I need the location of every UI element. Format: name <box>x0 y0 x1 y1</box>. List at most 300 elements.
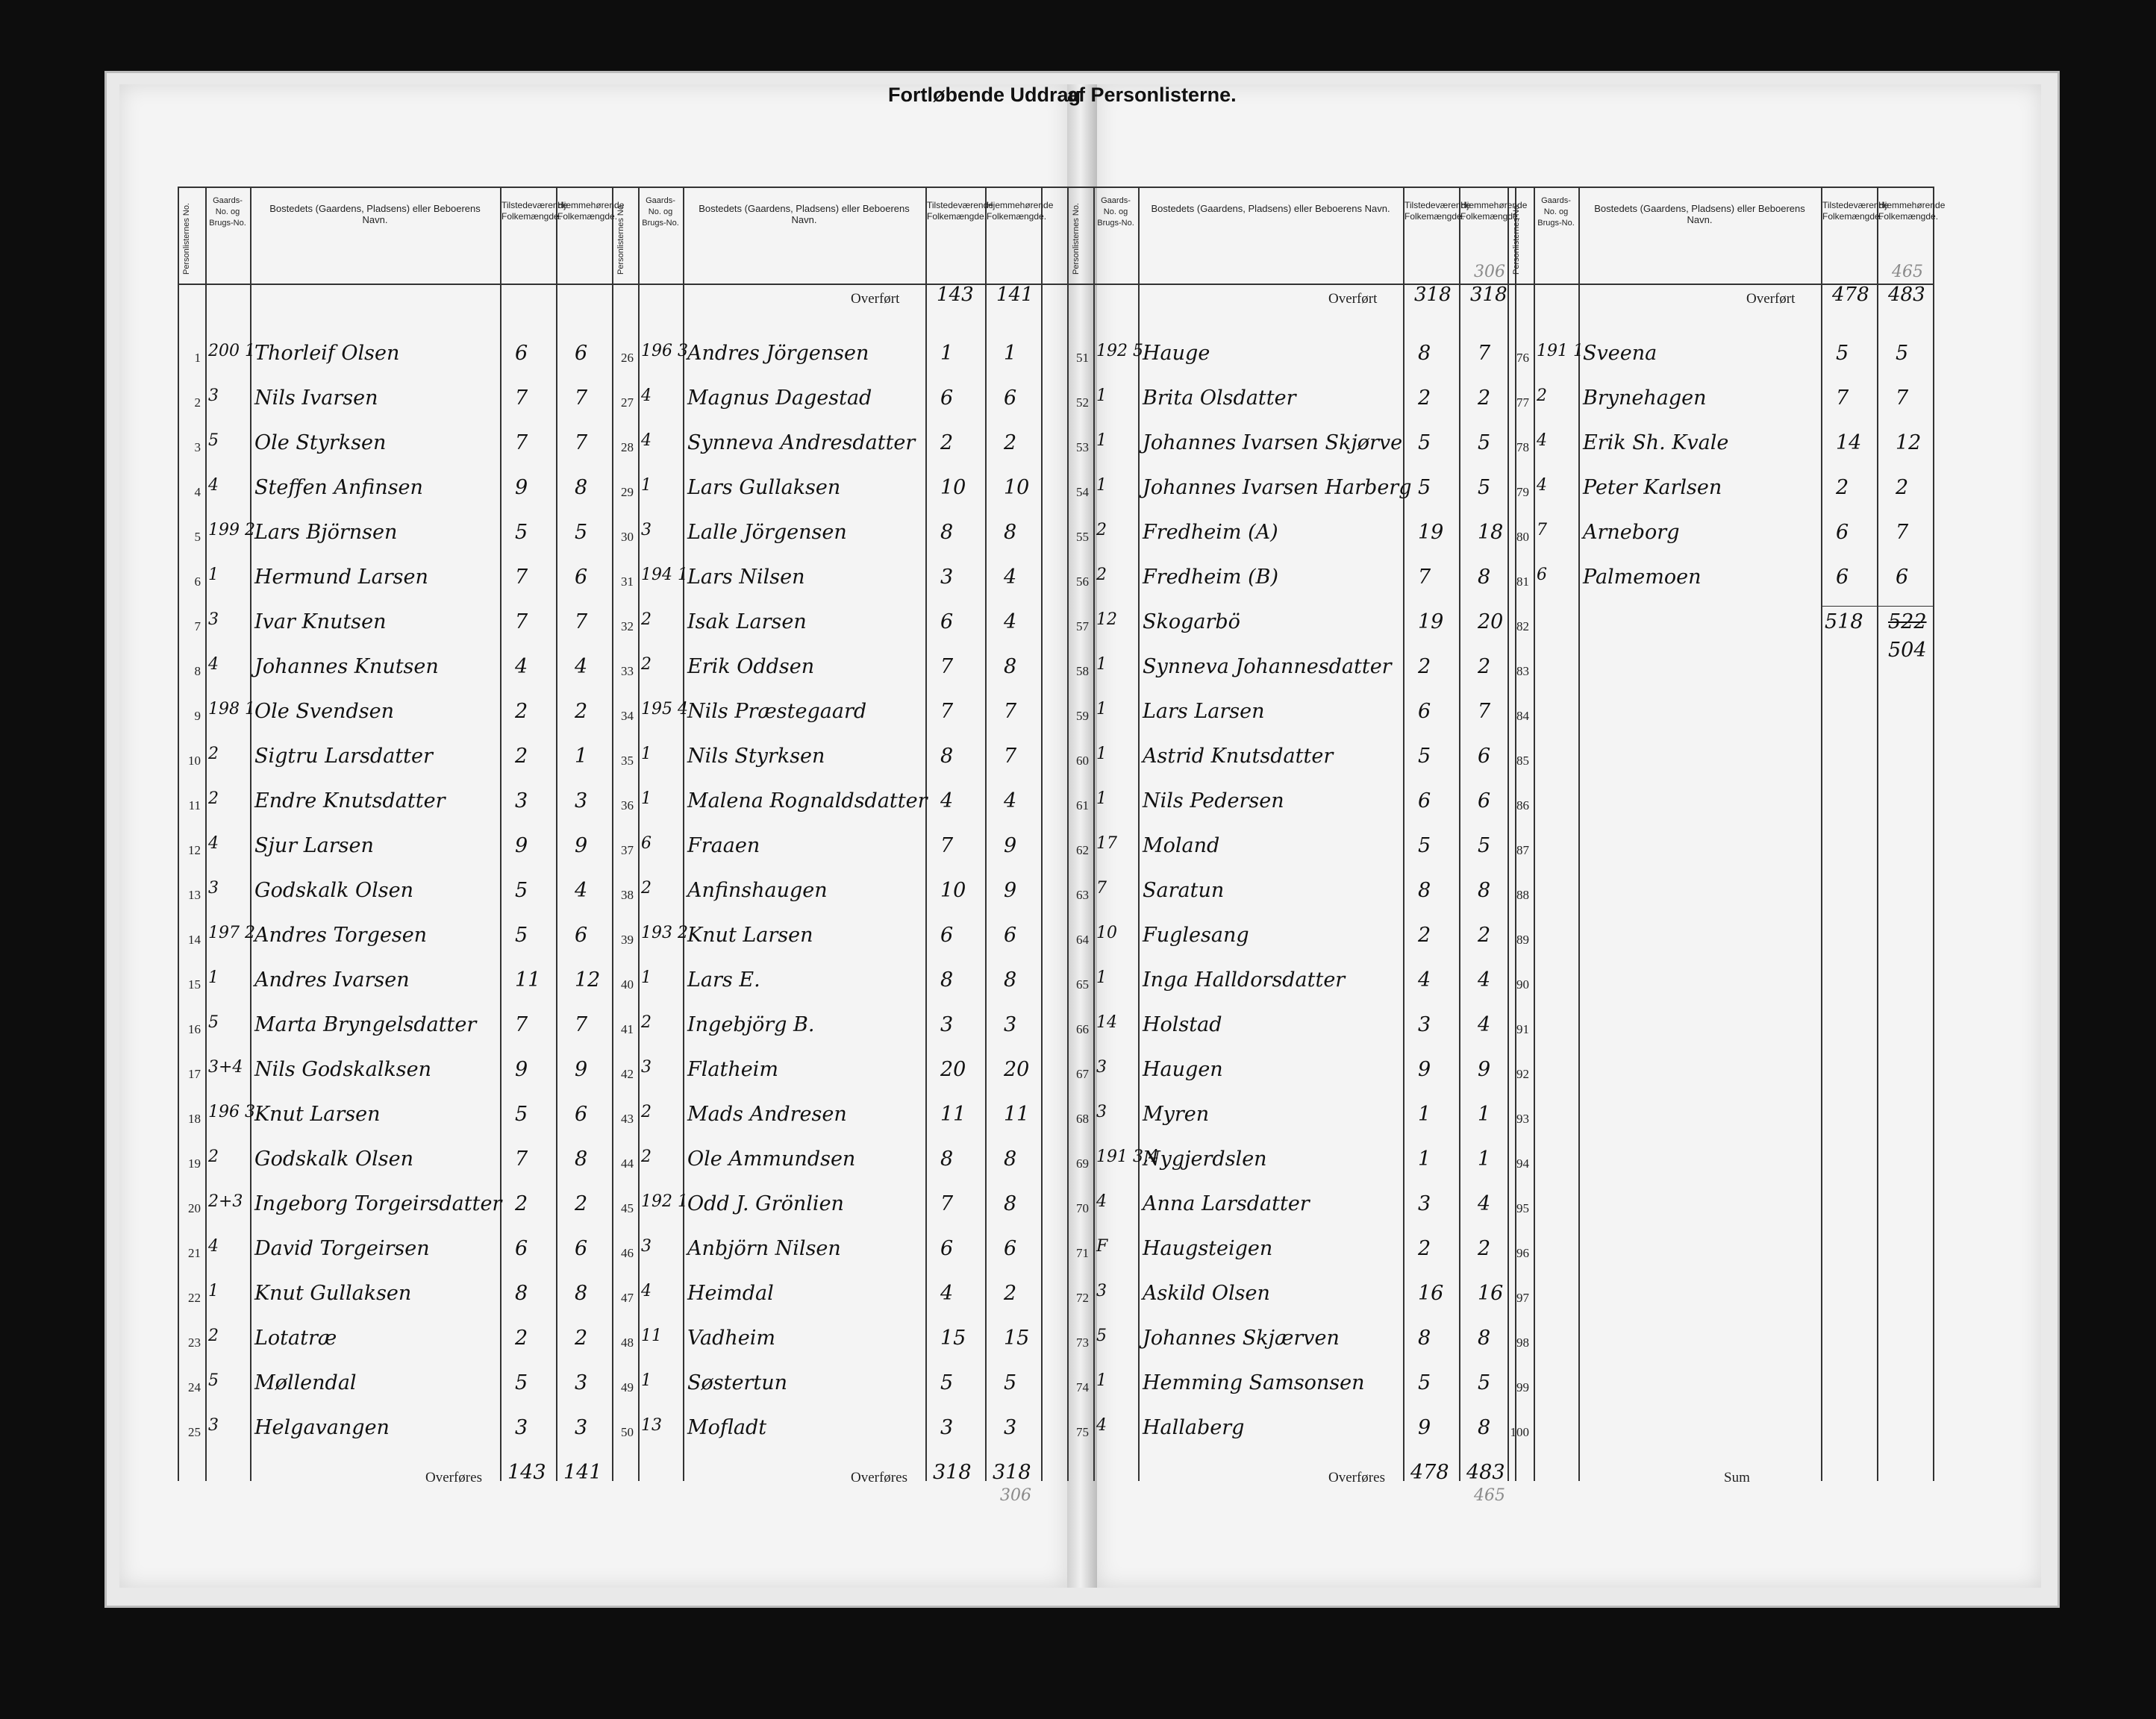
row-number: 57 <box>1076 619 1089 633</box>
row-number: 73 <box>1076 1336 1089 1350</box>
present-count: 8 <box>940 745 954 768</box>
row-number: 85 <box>1516 754 1529 768</box>
total-resident: 522 <box>1888 610 1927 633</box>
row-number: 65 <box>1076 977 1089 992</box>
gaards-no: 4 <box>641 386 652 405</box>
row-number: 23 <box>188 1336 201 1350</box>
gaards-no: 5 <box>208 1013 219 1032</box>
row-number: 41 <box>621 1022 634 1036</box>
resident-name: Erik Sh. Kvale <box>1583 431 1729 454</box>
gaards-no: 1 <box>1096 386 1107 405</box>
resident-name: Johannes Ivarsen Skjørve <box>1143 431 1403 454</box>
gaards-no: 6 <box>1537 566 1547 584</box>
present-count: 2 <box>515 745 528 768</box>
header-gaards-no: Gaards-No. og Brugs-No. <box>1537 196 1575 228</box>
resident-name: Andres Ivarsen <box>254 968 410 992</box>
resident-name: Myren <box>1143 1103 1210 1126</box>
resident-name: Knut Larsen <box>687 924 813 947</box>
right-page <box>1097 84 2041 1588</box>
resident-count: 2 <box>1896 476 1909 499</box>
gaards-no: 4 <box>208 655 219 674</box>
resident-count: 2 <box>1478 655 1491 678</box>
row-number: 86 <box>1516 798 1529 812</box>
gaards-no: 1 <box>641 968 652 987</box>
resident-count: 8 <box>1004 1192 1017 1215</box>
resident-count: 7 <box>575 1013 588 1036</box>
table-top-rule <box>178 187 1933 188</box>
resident-count: 5 <box>1478 834 1491 857</box>
row-number: 39 <box>621 933 634 947</box>
row-number: 7 <box>194 619 201 633</box>
gaards-no: 2+3 <box>208 1192 243 1211</box>
present-count: 14 <box>1836 431 1862 454</box>
present-count: 7 <box>515 566 528 589</box>
row-number: 32 <box>621 619 634 633</box>
resident-name: Andres Torgesen <box>254 924 428 947</box>
column-rule <box>1877 187 1878 1481</box>
gaards-no: 2 <box>208 1147 219 1166</box>
row-number: 51 <box>1076 351 1089 365</box>
present-count: 20 <box>940 1058 966 1081</box>
present-count: 5 <box>1418 476 1431 499</box>
resident-name: Vadheim <box>687 1327 776 1350</box>
resident-name: Godskalk Olsen <box>254 879 413 902</box>
row-number: 10 <box>188 754 201 768</box>
resident-name: Askild Olsen <box>1143 1282 1270 1305</box>
resident-count: 11 <box>1004 1103 1030 1126</box>
gaards-no: 10 <box>1096 924 1117 942</box>
column-rule <box>1578 187 1580 1481</box>
resident-name: Nygjerdslen <box>1143 1147 1267 1171</box>
gaards-no: 5 <box>208 1371 219 1390</box>
gaards-no: 197 2 <box>208 924 255 942</box>
row-number: 16 <box>188 1022 201 1036</box>
row-number: 8 <box>194 664 201 678</box>
gaards-no: 1 <box>208 566 219 584</box>
present-count: 2 <box>1836 476 1849 499</box>
row-number: 27 <box>621 395 634 410</box>
resident-count: 9 <box>1004 834 1017 857</box>
present-count: 2 <box>515 1192 528 1215</box>
row-number: 43 <box>621 1112 634 1126</box>
present-count: 7 <box>515 386 528 410</box>
resident-count: 6 <box>575 1237 588 1260</box>
resident-count: 1 <box>575 745 588 768</box>
resident-name: Brynehagen <box>1583 386 1707 410</box>
resident-count: 4 <box>1004 789 1017 812</box>
resident-name: Sjur Larsen <box>254 834 374 857</box>
present-count: 7 <box>515 610 528 633</box>
gaards-no: 3 <box>641 1058 652 1077</box>
row-number: 25 <box>188 1425 201 1439</box>
present-count: 2 <box>1418 655 1431 678</box>
present-count: 1 <box>1418 1147 1431 1171</box>
row-number: 14 <box>188 933 201 947</box>
resident-count: 8 <box>575 476 588 499</box>
resident-count: 6 <box>575 1103 588 1126</box>
column-rule <box>985 187 987 1481</box>
present-count: 2 <box>940 431 954 454</box>
resident-name: Holstad <box>1143 1013 1222 1036</box>
header-hjemme: Hjemmehørende Folkemængde. <box>557 200 625 222</box>
resident-count: 5 <box>1896 342 1909 365</box>
pencil-note-total: 306 <box>1000 1486 1031 1505</box>
column-rule <box>205 187 207 1481</box>
present-count: 6 <box>1418 700 1431 723</box>
row-number: 19 <box>188 1156 201 1171</box>
total-present: 518 <box>1825 610 1863 633</box>
resident-count: 4 <box>1478 1192 1491 1215</box>
resident-count: 6 <box>575 566 588 589</box>
gaards-no: 14 <box>1096 1013 1117 1032</box>
resident-name: Ole Svendsen <box>254 700 394 723</box>
gaards-no: 192 5 <box>1096 342 1143 360</box>
resident-count: 8 <box>575 1147 588 1171</box>
row-number: 36 <box>621 798 634 812</box>
gaards-no: 4 <box>1096 1192 1107 1211</box>
resident-name: Fredheim (A) <box>1143 521 1278 544</box>
gaards-no: 1 <box>641 745 652 763</box>
resident-name: David Torgeirsen <box>254 1237 430 1260</box>
resident-count: 5 <box>1478 476 1491 499</box>
gaards-no: 4 <box>208 834 219 853</box>
present-count: 3 <box>940 566 954 589</box>
header-gaards-no: Gaards-No. og Brugs-No. <box>1097 196 1134 228</box>
row-number: 59 <box>1076 709 1089 723</box>
row-number: 44 <box>621 1156 634 1171</box>
resident-count: 1 <box>1478 1103 1491 1126</box>
row-number: 50 <box>621 1425 634 1439</box>
total-rule <box>1821 606 1933 607</box>
resident-count: 8 <box>1004 968 1017 992</box>
resident-name: Palmemoen <box>1583 566 1702 589</box>
resident-name: Nils Godskalksen <box>254 1058 431 1081</box>
present-count: 8 <box>1418 1327 1431 1350</box>
resident-count: 8 <box>1004 655 1017 678</box>
column-rule <box>1534 187 1535 1481</box>
column-rule <box>1041 187 1043 1481</box>
row-number: 98 <box>1516 1336 1529 1350</box>
resident-name: Møllendal <box>254 1371 357 1394</box>
resident-count: 7 <box>1004 745 1017 768</box>
header-tilstede: Tilstedeværende Folkemængde. <box>1822 200 1889 222</box>
overfores-present: 318 <box>933 1461 972 1484</box>
row-number: 3 <box>194 440 201 454</box>
overfort-present: 318 <box>1414 284 1452 306</box>
resident-count: 4 <box>1004 610 1017 633</box>
present-count: 7 <box>1836 386 1849 410</box>
overfores-label: Overføres <box>851 1470 907 1485</box>
resident-name: Steffen Anfinsen <box>254 476 423 499</box>
gaards-no: 4 <box>1537 476 1547 495</box>
resident-name: Sveena <box>1583 342 1657 365</box>
row-number: 52 <box>1076 395 1089 410</box>
column-rule <box>250 187 251 1481</box>
gaards-no: 5 <box>1096 1327 1107 1345</box>
sum-label: Sum <box>1724 1470 1750 1485</box>
resident-count: 8 <box>575 1282 588 1305</box>
gaards-no: 3 <box>1096 1282 1107 1300</box>
resident-name: Johannes Ivarsen Harberg <box>1143 476 1412 499</box>
gaards-no: 2 <box>1096 521 1107 539</box>
resident-count: 9 <box>575 834 588 857</box>
gaards-no: 6 <box>641 834 652 853</box>
gaards-no: 1 <box>1096 476 1107 495</box>
gaards-no: 191 3,4 <box>1096 1147 1159 1166</box>
present-count: 9 <box>1418 1058 1431 1081</box>
resident-name: Fredheim (B) <box>1143 566 1278 589</box>
resident-count: 7 <box>1004 700 1017 723</box>
resident-count: 6 <box>1478 745 1491 768</box>
resident-name: Saratun <box>1143 879 1225 902</box>
gaards-no: 2 <box>641 1103 652 1121</box>
resident-name: Mads Andresen <box>687 1103 847 1126</box>
resident-name: Haugen <box>1143 1058 1223 1081</box>
resident-name: Nils Ivarsen <box>254 386 378 410</box>
present-count: 7 <box>940 700 954 723</box>
resident-count: 8 <box>1478 566 1491 589</box>
row-number: 2 <box>194 395 201 410</box>
gaards-no: 1 <box>641 476 652 495</box>
header-person-no: Personlisternes No. <box>182 203 191 275</box>
gaards-no: 7 <box>1537 521 1547 539</box>
column-rule <box>1459 187 1460 1481</box>
gaards-no: 3 <box>208 1416 219 1435</box>
gaards-no: 194 1 <box>641 566 688 584</box>
row-number: 15 <box>188 977 201 992</box>
resident-name: Moland <box>1143 834 1220 857</box>
gaards-no: 1 <box>208 968 219 987</box>
resident-count: 9 <box>1478 1058 1491 1081</box>
row-number: 49 <box>621 1380 634 1394</box>
gaards-no: 2 <box>208 789 219 808</box>
resident-name: Lars Nilsen <box>687 566 805 589</box>
resident-count: 8 <box>1478 879 1491 902</box>
resident-name: Lars Björnsen <box>254 521 398 544</box>
present-count: 2 <box>1418 924 1431 947</box>
resident-name: Nils Præstegaard <box>687 700 867 723</box>
gaards-no: 12 <box>1096 610 1117 629</box>
resident-name: Johannes Skjærven <box>1143 1327 1340 1350</box>
row-number: 5 <box>194 530 201 544</box>
row-number: 66 <box>1076 1022 1089 1036</box>
resident-name: Lars Larsen <box>1143 700 1265 723</box>
resident-count: 2 <box>1478 386 1491 410</box>
gaards-no: 193 2 <box>641 924 688 942</box>
row-number: 37 <box>621 843 634 857</box>
row-number: 28 <box>621 440 634 454</box>
resident-count: 12 <box>575 968 601 992</box>
present-count: 2 <box>1418 1237 1431 1260</box>
column-rule <box>1138 187 1140 1481</box>
row-number: 71 <box>1076 1246 1089 1260</box>
resident-count: 4 <box>575 879 588 902</box>
row-number: 83 <box>1516 664 1529 678</box>
column-rule <box>1093 187 1095 1481</box>
resident-count: 8 <box>1004 1147 1017 1171</box>
gaards-no: 4 <box>1096 1416 1107 1435</box>
gaards-no: 3 <box>1096 1058 1107 1077</box>
gaards-no: 2 <box>641 879 652 898</box>
row-number: 99 <box>1516 1380 1529 1394</box>
resident-name: Endre Knutsdatter <box>254 789 446 812</box>
resident-name: Marta Bryngelsdatter <box>254 1013 477 1036</box>
header-hjemme: Hjemmehørende Folkemængde. <box>1460 200 1528 222</box>
gaards-no: 2 <box>1537 386 1547 405</box>
row-number: 95 <box>1516 1201 1529 1215</box>
present-count: 16 <box>1418 1282 1444 1305</box>
resident-count: 2 <box>1478 924 1491 947</box>
row-number: 55 <box>1076 530 1089 544</box>
resident-name: Ingeborg Torgeirsdatter <box>254 1192 502 1215</box>
resident-name: Lalle Jörgensen <box>687 521 847 544</box>
row-number: 45 <box>621 1201 634 1215</box>
resident-count: 2 <box>575 700 588 723</box>
row-number: 33 <box>621 664 634 678</box>
column-rule <box>1067 187 1069 1481</box>
resident-count: 3 <box>575 789 588 812</box>
row-number: 76 <box>1516 351 1529 365</box>
resident-name: Skogarbö <box>1143 610 1240 633</box>
present-count: 7 <box>940 834 954 857</box>
column-rule <box>1403 187 1404 1481</box>
resident-name: Hermund Larsen <box>254 566 428 589</box>
gaards-no: 1 <box>1096 700 1107 718</box>
row-number: 6 <box>194 574 201 589</box>
column-rule <box>683 187 684 1481</box>
gaards-no: 13 <box>641 1416 662 1435</box>
present-count: 6 <box>940 386 954 410</box>
resident-count: 5 <box>1004 1371 1017 1394</box>
header-person-no: Personlisternes No. <box>616 203 625 275</box>
present-count: 7 <box>940 655 954 678</box>
row-number: 96 <box>1516 1246 1529 1260</box>
pencil-note-top: 306 <box>1474 263 1505 281</box>
header-gaards-no: Gaards-No. og Brugs-No. <box>209 196 246 228</box>
resident-name: Fraaen <box>687 834 760 857</box>
present-count: 2 <box>515 1327 528 1350</box>
overfort-present: 143 <box>937 284 974 306</box>
resident-name: Johannes Knutsen <box>254 655 439 678</box>
row-number: 84 <box>1516 709 1529 723</box>
gaards-no: 17 <box>1096 834 1117 853</box>
resident-count: 8 <box>1478 1416 1491 1439</box>
resident-name: Helgavangen <box>254 1416 390 1439</box>
gaards-no: 4 <box>641 431 652 450</box>
gaards-no: 2 <box>641 1147 652 1166</box>
gaards-no: 196 3 <box>641 342 688 360</box>
present-count: 6 <box>940 610 954 633</box>
present-count: 4 <box>940 789 954 812</box>
row-number: 89 <box>1516 933 1529 947</box>
present-count: 5 <box>515 924 528 947</box>
resident-name: Søstertun <box>687 1371 787 1394</box>
resident-name: Inga Halldorsdatter <box>1143 968 1346 992</box>
row-number: 34 <box>621 709 634 723</box>
gaards-no: 191 1 <box>1537 342 1584 360</box>
resident-count: 6 <box>575 924 588 947</box>
present-count: 7 <box>940 1192 954 1215</box>
overfores-label: Overføres <box>425 1470 482 1485</box>
gaards-no: 7 <box>1096 879 1107 898</box>
present-count: 7 <box>515 1147 528 1171</box>
row-number: 60 <box>1076 754 1089 768</box>
resident-count: 5 <box>575 521 588 544</box>
present-count: 4 <box>940 1282 954 1305</box>
resident-count: 5 <box>1478 431 1491 454</box>
row-number: 75 <box>1076 1425 1089 1439</box>
row-number: 58 <box>1076 664 1089 678</box>
resident-name: Isak Larsen <box>687 610 807 633</box>
resident-count: 16 <box>1478 1282 1504 1305</box>
gaards-no: 1 <box>1096 1371 1107 1390</box>
resident-count: 4 <box>1478 1013 1491 1036</box>
gaards-no: 192 1 <box>641 1192 688 1211</box>
present-count: 8 <box>940 968 954 992</box>
resident-name: Malena Rognaldsdatter <box>687 789 928 812</box>
gaards-no: 1 <box>1096 745 1107 763</box>
row-number: 12 <box>188 843 201 857</box>
resident-count: 20 <box>1004 1058 1030 1081</box>
present-count: 19 <box>1418 521 1444 544</box>
gaards-no: 3 <box>208 610 219 629</box>
resident-name: Sigtru Larsdatter <box>254 745 433 768</box>
resident-count: 6 <box>1478 789 1491 812</box>
resident-name: Ivar Knutsen <box>254 610 387 633</box>
overfort-resident: 483 <box>1888 284 1925 306</box>
gaards-no: 2 <box>641 1013 652 1032</box>
resident-count: 6 <box>1004 1237 1017 1260</box>
gaards-no: 195 4 <box>641 700 688 718</box>
present-count: 8 <box>940 1147 954 1171</box>
column-rule <box>556 187 557 1481</box>
resident-count: 3 <box>1004 1416 1017 1439</box>
present-count: 19 <box>1418 610 1444 633</box>
header-hjemme: Hjemmehørende Folkemængde. <box>987 200 1054 222</box>
resident-count: 2 <box>575 1327 588 1350</box>
resident-count: 3 <box>575 1416 588 1439</box>
present-count: 6 <box>1418 789 1431 812</box>
gaards-no: 1 <box>1096 431 1107 450</box>
row-number: 82 <box>1516 619 1529 633</box>
header-tilstede: Tilstedeværende Folkemængde. <box>1404 200 1471 222</box>
present-count: 3 <box>940 1416 954 1439</box>
present-count: 2 <box>1418 386 1431 410</box>
resident-count: 2 <box>1478 1237 1491 1260</box>
row-number: 31 <box>621 574 634 589</box>
overfort-label: Overført <box>1328 291 1378 307</box>
header-gaards-no: Gaards-No. og Brugs-No. <box>642 196 679 228</box>
column-rule <box>1821 187 1822 1481</box>
present-count: 8 <box>1418 879 1431 902</box>
book-spine <box>1067 84 1097 1588</box>
overfores-present: 143 <box>507 1461 546 1484</box>
resident-count: 4 <box>1004 566 1017 589</box>
present-count: 6 <box>515 342 528 365</box>
header-bosted: Bostedets (Gaardens, Pladsens) eller Beboerens Navn. <box>269 203 481 225</box>
header-bottom-rule <box>178 284 1933 285</box>
row-number: 18 <box>188 1112 201 1126</box>
resident-count: 2 <box>1004 431 1017 454</box>
resident-name: Ole Ammundsen <box>687 1147 856 1171</box>
resident-count: 6 <box>1004 924 1017 947</box>
row-number: 35 <box>621 754 634 768</box>
resident-name: Brita Olsdatter <box>1143 386 1296 410</box>
resident-name: Ole Styrksen <box>254 431 387 454</box>
overfores-present: 478 <box>1410 1461 1449 1484</box>
resident-count: 15 <box>1004 1327 1030 1350</box>
row-number: 91 <box>1516 1022 1529 1036</box>
